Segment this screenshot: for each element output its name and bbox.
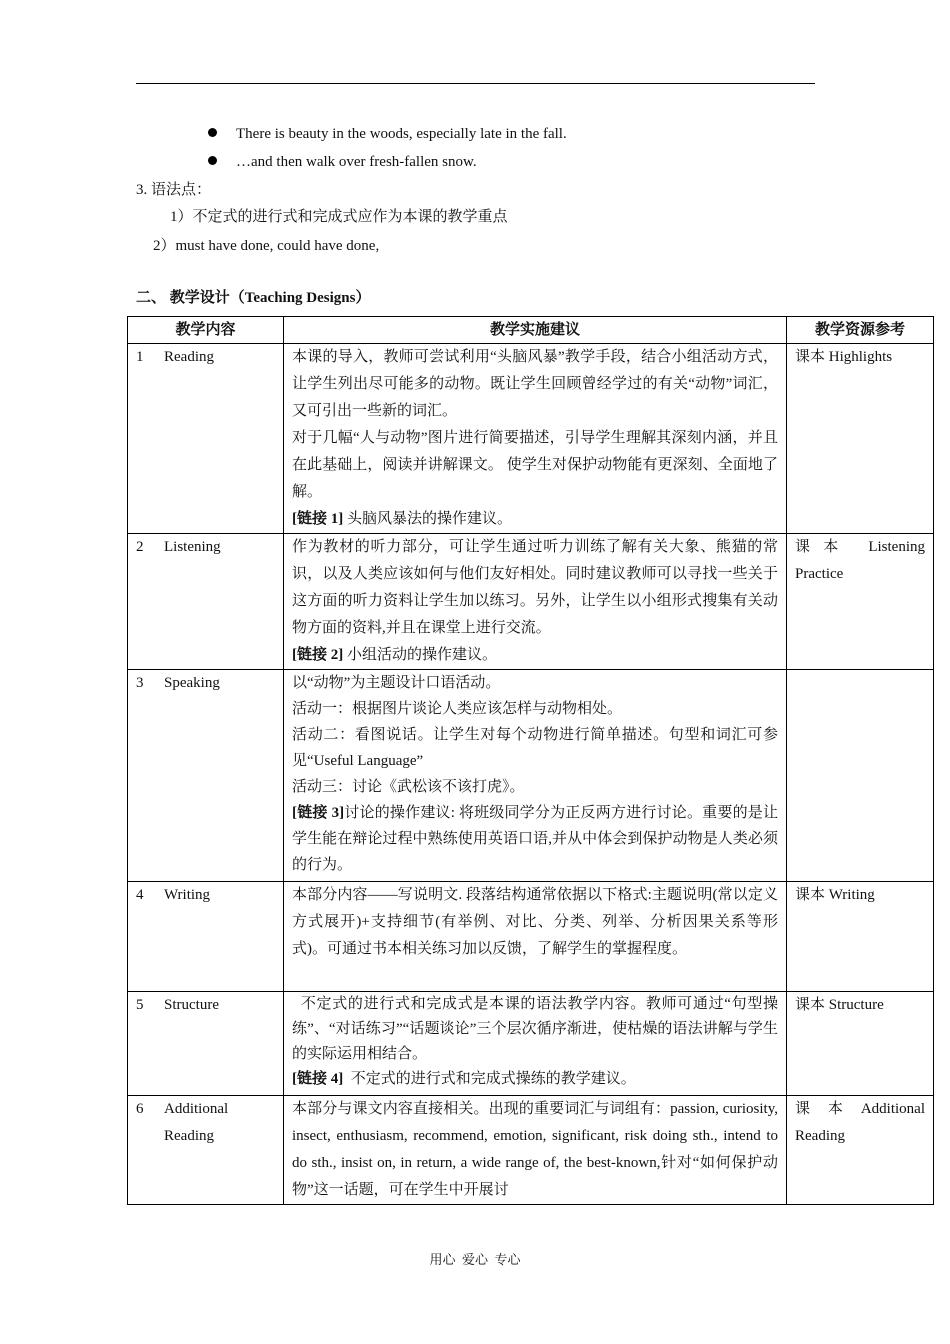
grammar-item-1: 1）不定式的进行式和完成式应作为本课的教学重点 [170,209,508,225]
link-label: [链接 1] [292,511,344,527]
link-label: [链接 4] [292,1071,344,1087]
header-resource: 教学资源参考 [787,317,934,344]
table-row [128,534,934,670]
grammar-title: 3. 语法点： [136,182,212,198]
header-content: 教学内容 [128,317,284,344]
link-text: 讨论的操作建议: 将班级同学分为正反两方进行讨论。重要的是让学生能在辩论过程中熟练使用英语口语,并从中体会到保护动物是人类必须的行为。 [292,805,778,873]
teaching-design-table [127,316,934,1205]
suggestion-paragraph: 活动二：看图说话。让学生对每个动物进行简单描述。句型和词汇可参见“Useful Language” [292,727,778,769]
suggestion-paragraph: 以“动物”为主题设计口语活动。 [292,675,501,691]
section-title: 二、 教学设计（Teaching Designs） [136,290,371,306]
bullet-text-1: There is beauty in the woods, especially late in the fall. [236,126,567,142]
resource-cell: 课本 Highlights [795,349,893,365]
suggestion-paragraph: 本部分内容——写说明文. 段落结构通常依据以下格式:主题说明(常以定义方式展开)+支持细节(有举例、对比、分类、列举、分析因果关系等形式)。可通过书本相关练习加以反馈，了解学生的掌握程度。 [292,887,778,957]
table-header-row [128,317,934,344]
row-number: 1 [136,349,144,365]
row-topic: Additional Reading [164,1101,229,1144]
grammar-item-2: 2）must have done, could have done, [153,238,380,254]
row-number: 5 [136,997,144,1013]
bullet-dot-icon [208,156,217,165]
row-topic: Reading [164,349,214,365]
table-row [128,992,934,1096]
bullet-text-2: …and then walk over fresh-fallen snow. [236,154,477,170]
bullet-dot-icon [208,128,217,137]
link-text: 头脑风暴法的操作建议。 [343,511,513,527]
link-label: [链接 3] [292,805,345,821]
suggestion-paragraph: 不定式的进行式和完成式是本课的语法教学内容。教师可通过“句型操练”、“对话练习”“话题谈论”三个层次循序渐进，使枯燥的语法讲解与学生的实际运用相结合。 [292,996,778,1062]
table-row [128,344,934,534]
resource-text: 课本 Listening Practice [795,539,925,582]
resource-cell: 课本 Writing [795,887,875,903]
page-footer: 用心 爱心 专心 [429,1252,521,1267]
row-number: 4 [136,887,144,903]
row-topic: Structure [164,997,219,1013]
suggestion-paragraph: 本部分与课文内容直接相关。出现的重要词汇与词组有：passion, curiosity, insect, enthusiasm, recommend, emotion, significant, risk doing sth., intend to do sth., insist on, in return, a wide range of, the best-known,针对“如何保护动物”这一话题，可在学生中开展讨 [292,1101,778,1198]
resource-cell [787,1096,933,1150]
suggestion-paragraph: 活动三：讨论《武松该不该打虎》。 [292,779,525,795]
row-number: 6 [136,1101,144,1117]
header-suggestion: 教学实施建议 [284,317,787,344]
link-text: 不定式的进行式和完成式操练的教学建议。 [343,1071,636,1087]
suggestion-paragraph: 本课的导入，教师可尝试利用“头脑风暴”教学手段，结合小组活动方式，让学生列出尽可能多的动物。既让学生回顾曾经学过的有关“动物”词汇，又可引出一些新的词汇。 [292,349,778,419]
link-label: [链接 2] [292,647,344,663]
suggestion-paragraph: 对于几幅“人与动物”图片进行简要描述，引导学生理解其深刻内涵，并且在此基础上，阅读并讲解课文。 使学生对保护动物能有更深刻、全面地了解。 [292,430,778,500]
suggestion-paragraph: 活动一：根据图片谈论人类应该怎样与动物相处。 [292,701,623,717]
resource-cell [787,534,933,588]
table-row [128,882,934,992]
table-row [128,1096,934,1205]
link-text: 小组活动的操作建议。 [343,647,498,663]
row-topic: Speaking [164,675,220,691]
row-topic: Writing [164,887,211,903]
row-number: 3 [136,675,144,691]
resource-text: 课 本 Additional Reading [795,1101,925,1144]
resource-cell: 课本 Structure [795,997,884,1013]
row-number: 2 [136,539,144,555]
row-topic: Listening [164,539,221,555]
table-row [128,670,934,882]
header-rule [136,83,815,84]
suggestion-paragraph: 作为教材的听力部分，可让学生通过听力训练了解有关大象、熊猫的常识，以及人类应该如何与他们友好相处。同时建议教师可以寻找一些关于这方面的听力资料让学生加以练习。另外，让学生以小组形式搜集有关动物方面的资料,并且在课堂上进行交流。 [292,539,778,636]
